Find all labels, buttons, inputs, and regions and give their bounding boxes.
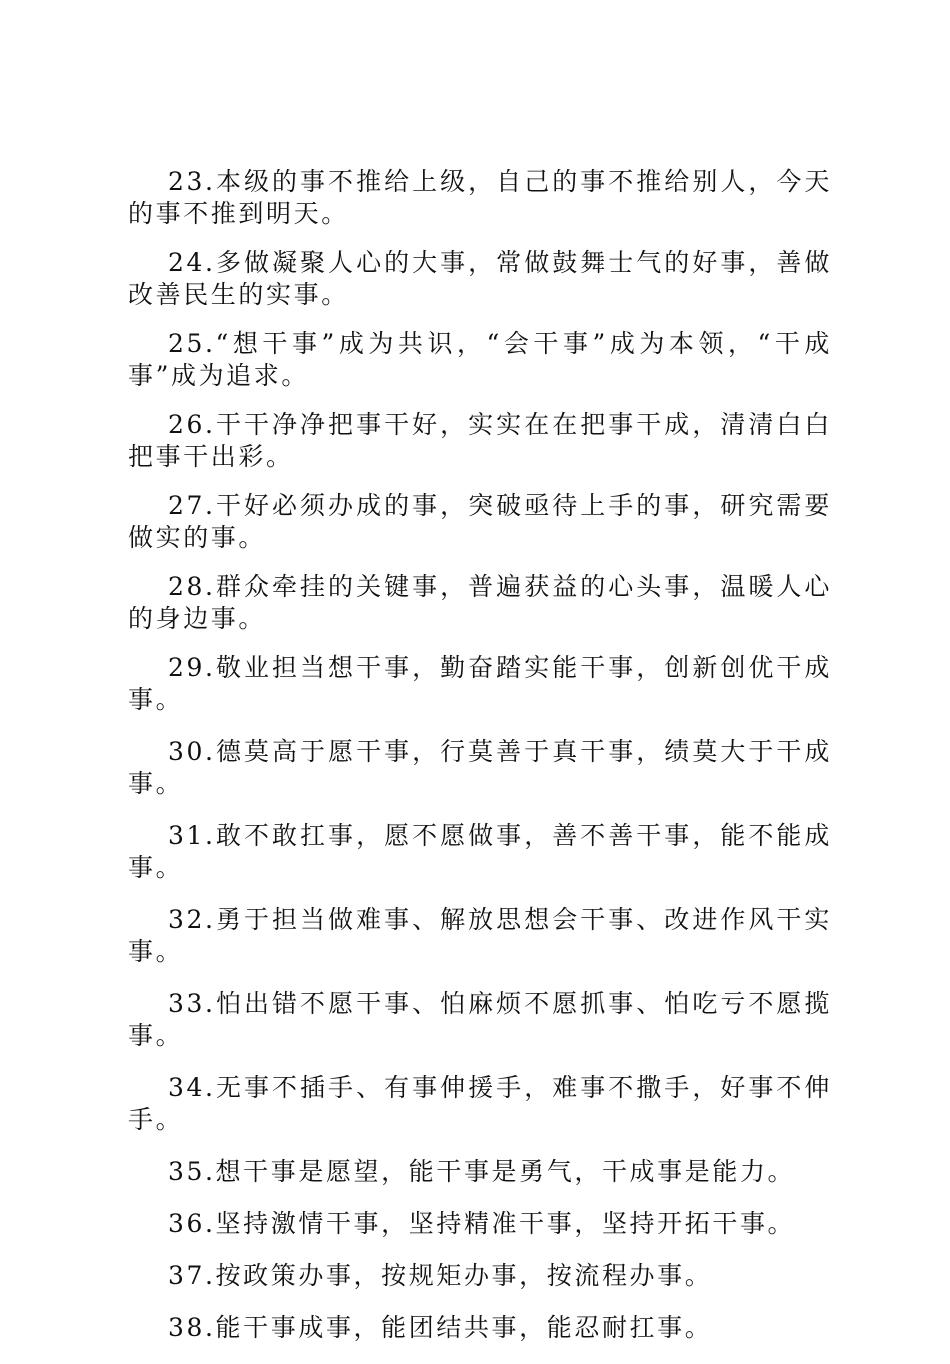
list-item-28: 28.群众牵挂的关键事，普遍获益的心头事，温暖人心的身边事。 [128,572,832,633]
document-page [128,166,832,1364]
list-item-26: 26.干干净净把事干好，实实在在把事干成，清清白白把事干出彩。 [128,410,832,471]
list-item-30: 30.德莫高于愿干事，行莫善于真干事，绩莫大于干成事。 [128,737,832,798]
list-item-23: 23.本级的事不推给上级，自己的事不推给别人，今天的事不推到明天。 [128,167,832,228]
list-item-29: 29.敬业担当想干事，勤奋踏实能干事，创新创优干成事。 [128,653,832,714]
list-item-24: 24.多做凝聚人心的大事，常做鼓舞士气的好事，善做改善民生的实事。 [128,248,832,309]
list-item-27: 27.干好必须办成的事，突破亟待上手的事，研究需要做实的事。 [128,491,832,552]
list-item-33: 33.怕出错不愿干事、怕麻烦不愿抓事、怕吃亏不愿揽事。 [128,989,832,1050]
list-item-36: 36.坚持激情干事，坚持精准干事，坚持开拓干事。 [168,1209,796,1238]
list-item-38: 38.能干事成事，能团结共事，能忍耐扛事。 [168,1313,713,1342]
list-item-35: 35.想干事是愿望，能干事是勇气，干成事是能力。 [168,1157,796,1186]
list-item-37: 37.按政策办事，按规矩办事，按流程办事。 [168,1261,713,1290]
list-item-34: 34.无事不插手、有事伸援手，难事不撒手，好事不伸手。 [128,1073,832,1134]
list-item-25: 25.“想干事”成为共识，“会干事”成为本领，“干成事”成为追求。 [128,329,832,390]
list-item-32: 32.勇于担当做难事、解放思想会干事、改进作风干实事。 [128,905,832,966]
list-item-31: 31.敢不敢扛事，愿不愿做事，善不善干事，能不能成事。 [128,821,832,882]
